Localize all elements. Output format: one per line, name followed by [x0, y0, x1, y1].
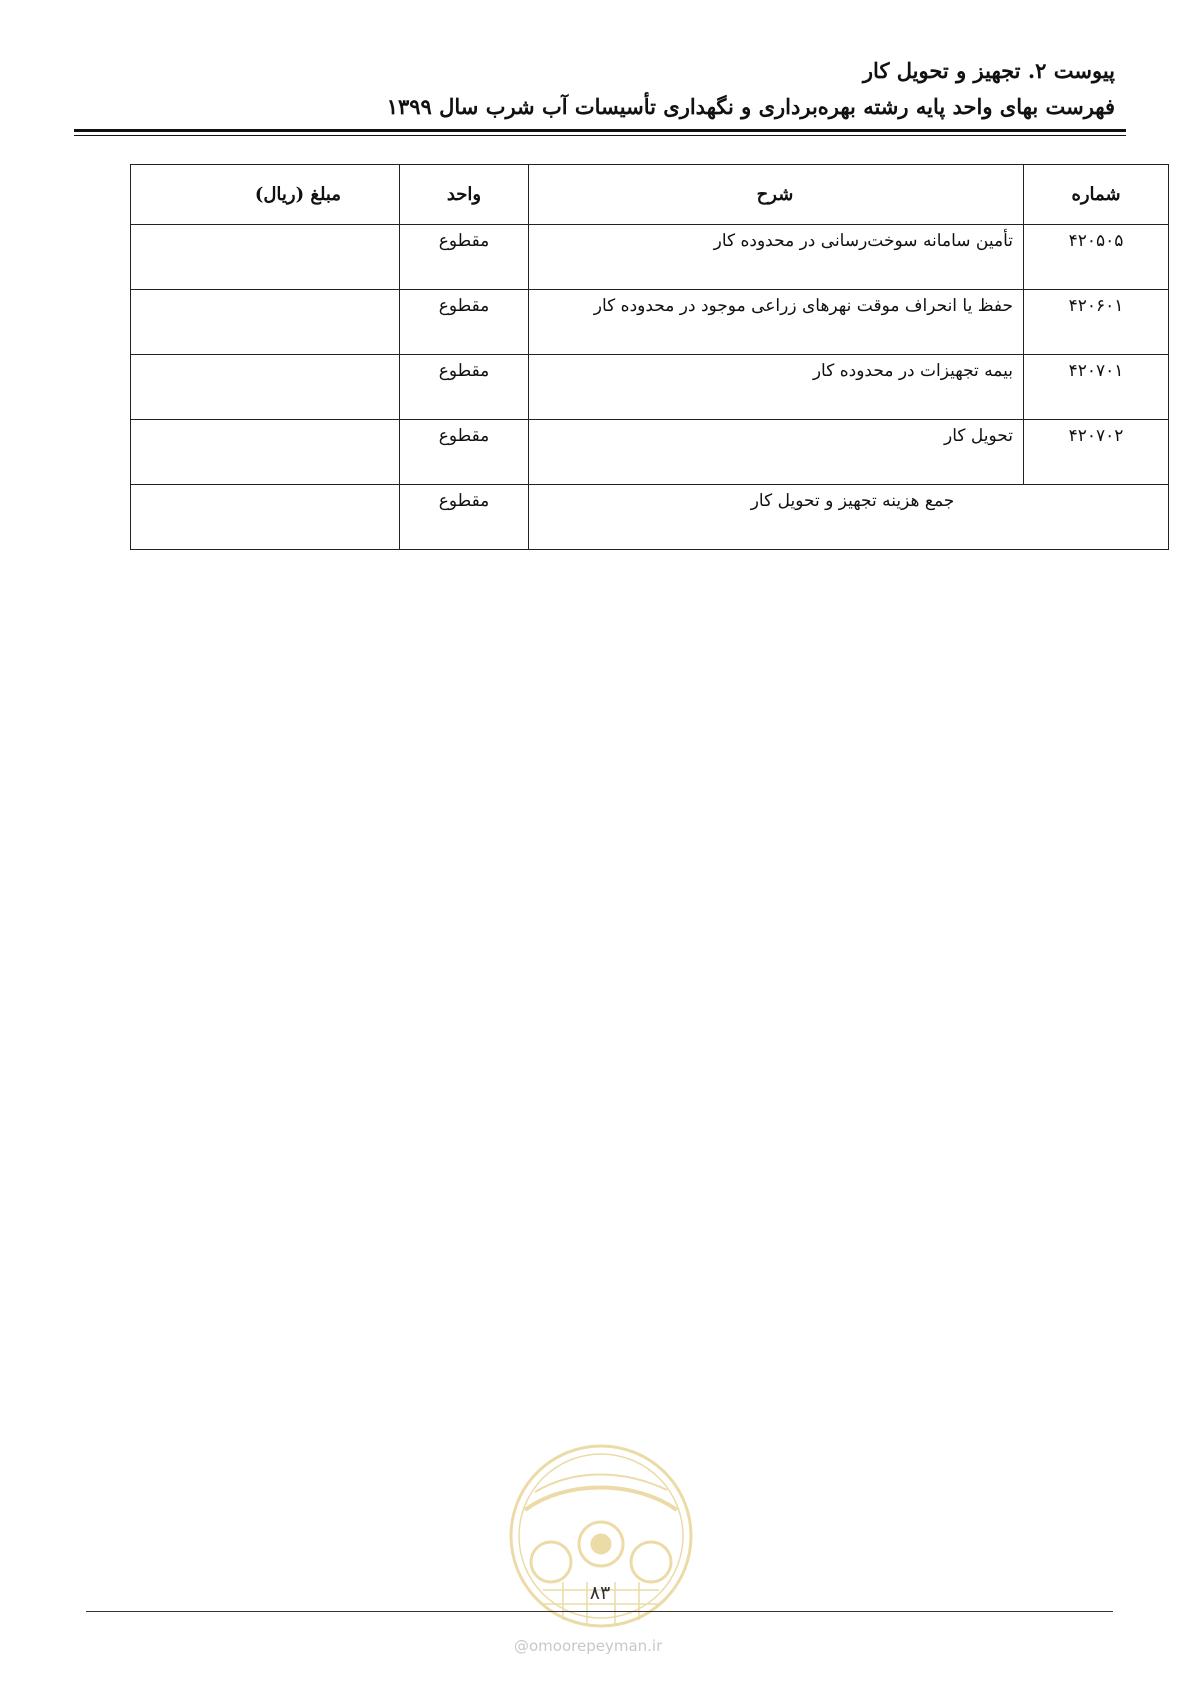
- watermark-url: @omoorepeyman.ir: [514, 1637, 663, 1655]
- row-amount: [131, 290, 400, 355]
- row-description: تأمین سامانه سوخت‌رسانی در محدوده کار: [529, 225, 1024, 290]
- row-number: ۴۲۰۷۰۱: [1024, 355, 1169, 420]
- table-row: [131, 355, 1169, 420]
- column-header-description: شرح: [529, 165, 1024, 225]
- row-amount: [131, 355, 400, 420]
- table-header-row: [131, 165, 1169, 225]
- column-header-unit: واحد: [400, 165, 529, 225]
- header-rule-thick: [74, 129, 1126, 132]
- document-subtitle: فهرست بهای واحد پایه رشته بهره‌برداری و نگهداری تأسیسات آب شرب سال ۱۳۹۹: [386, 94, 1115, 119]
- page-number: ۸۳: [589, 1582, 611, 1604]
- row-unit: مقطوع: [400, 355, 529, 420]
- appendix-title: پیوست ۲. تجهیز و تحویل کار: [862, 58, 1115, 83]
- row-description: حفظ یا انحراف موقت نهرهای زراعی موجود در محدوده کار: [529, 290, 1024, 355]
- total-description: جمع هزینه تجهیز و تحویل کار: [529, 485, 1169, 550]
- column-header-number: شماره: [1024, 165, 1169, 225]
- row-unit: مقطوع: [400, 420, 529, 485]
- row-number: ۴۲۰۷۰۲: [1024, 420, 1169, 485]
- total-row: [131, 485, 1169, 550]
- row-amount: [131, 225, 400, 290]
- header-rule-thin: [74, 135, 1126, 136]
- price-list-table: [130, 164, 1169, 550]
- column-header-amount: مبلغ (ریال): [131, 165, 400, 225]
- row-number: ۴۲۰۶۰۱: [1024, 290, 1169, 355]
- table-row: [131, 225, 1169, 290]
- table-row: [131, 290, 1169, 355]
- table-row: [131, 420, 1169, 485]
- total-unit: مقطوع: [400, 485, 529, 550]
- total-amount: [131, 485, 400, 550]
- row-description: تحویل کار: [529, 420, 1024, 485]
- row-description: بیمه تجهیزات در محدوده کار: [529, 355, 1024, 420]
- footer-rule: [86, 1611, 1113, 1612]
- row-unit: مقطوع: [400, 225, 529, 290]
- row-amount: [131, 420, 400, 485]
- row-unit: مقطوع: [400, 290, 529, 355]
- row-number: ۴۲۰۵۰۵: [1024, 225, 1169, 290]
